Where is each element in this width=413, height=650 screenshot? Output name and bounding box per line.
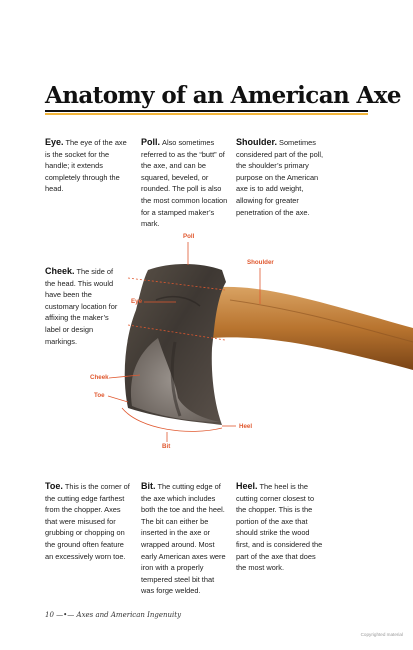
entry-poll-text: Also sometimes referred to as the “butt” of the axe, and can be squared, beveled, or rounded. The poll is also the most common location for a stamped maker’s mark. [141,138,228,229]
entry-shoulder [236,137,324,218]
entry-bit-term: Bit. [141,481,156,491]
entry-cheek-text: The side of the head. This would have been the customary location for affixing the maker’s label or design markings. [45,267,118,346]
entry-shoulder-text: Sometimes considered part of the poll, the shoulder’s primary purpose on the American axe is to add weight, allowing for greater penetration of the axe. [236,138,324,217]
callout-shoulder: Shoulder [247,259,274,266]
running-title: Axes and American Ingenuity [76,611,182,619]
entry-poll-term: Poll. [141,137,161,147]
footer-dash: —•— [56,611,75,619]
entry-poll [141,137,229,230]
entry-heel-text: The heel is the cutting corner closest to the chopper. This is the portion of the axe that should strike the wood first, and is considered the part of the axe that does the most work. [236,482,323,573]
entry-eye [45,137,133,195]
copyright-notice: Copyrighted material [360,632,403,637]
toe-leader [108,396,128,402]
axe-illustration [0,230,413,460]
entry-shoulder-term: Shoulder. [236,137,278,147]
entry-eye-text: The eye of the axe is the socket for the handle; it extends completely through the head. [45,138,127,194]
entry-heel-term: Heel. [236,481,258,491]
entry-cheek-term: Cheek. [45,266,75,276]
callout-eye: Eye [131,298,143,305]
title-rule-yellow [45,113,368,115]
page-footer [45,611,181,619]
axe-handle [208,287,413,370]
callout-poll: Poll [183,233,195,240]
entry-toe-text: This is the corner of the cutting edge farthest from the chopper. Axes that were misused for grubbing or chopping on the ground often feature an excessively worn toe. [45,482,130,561]
entry-bit [141,481,229,597]
callout-toe: Toe [94,392,105,399]
entry-bit-text: The cutting edge of the axe which includes both the toe and the heel. The bit can either be inserted in the axe or wrapped around. Most early American axes were iron with a properly tempered steel bit that was forge welded. [141,482,226,596]
entry-toe [45,481,133,562]
page-title: Anatomy of an American Axe [45,82,401,109]
title-rule-black [45,110,368,112]
callout-cheek: Cheek [90,374,109,381]
callout-heel: Heel [239,423,253,430]
entry-eye-term: Eye. [45,137,64,147]
entry-heel [236,481,324,574]
entry-toe-term: Toe. [45,481,63,491]
callout-bit: Bit [162,443,171,450]
page-number: 10 [45,611,54,619]
